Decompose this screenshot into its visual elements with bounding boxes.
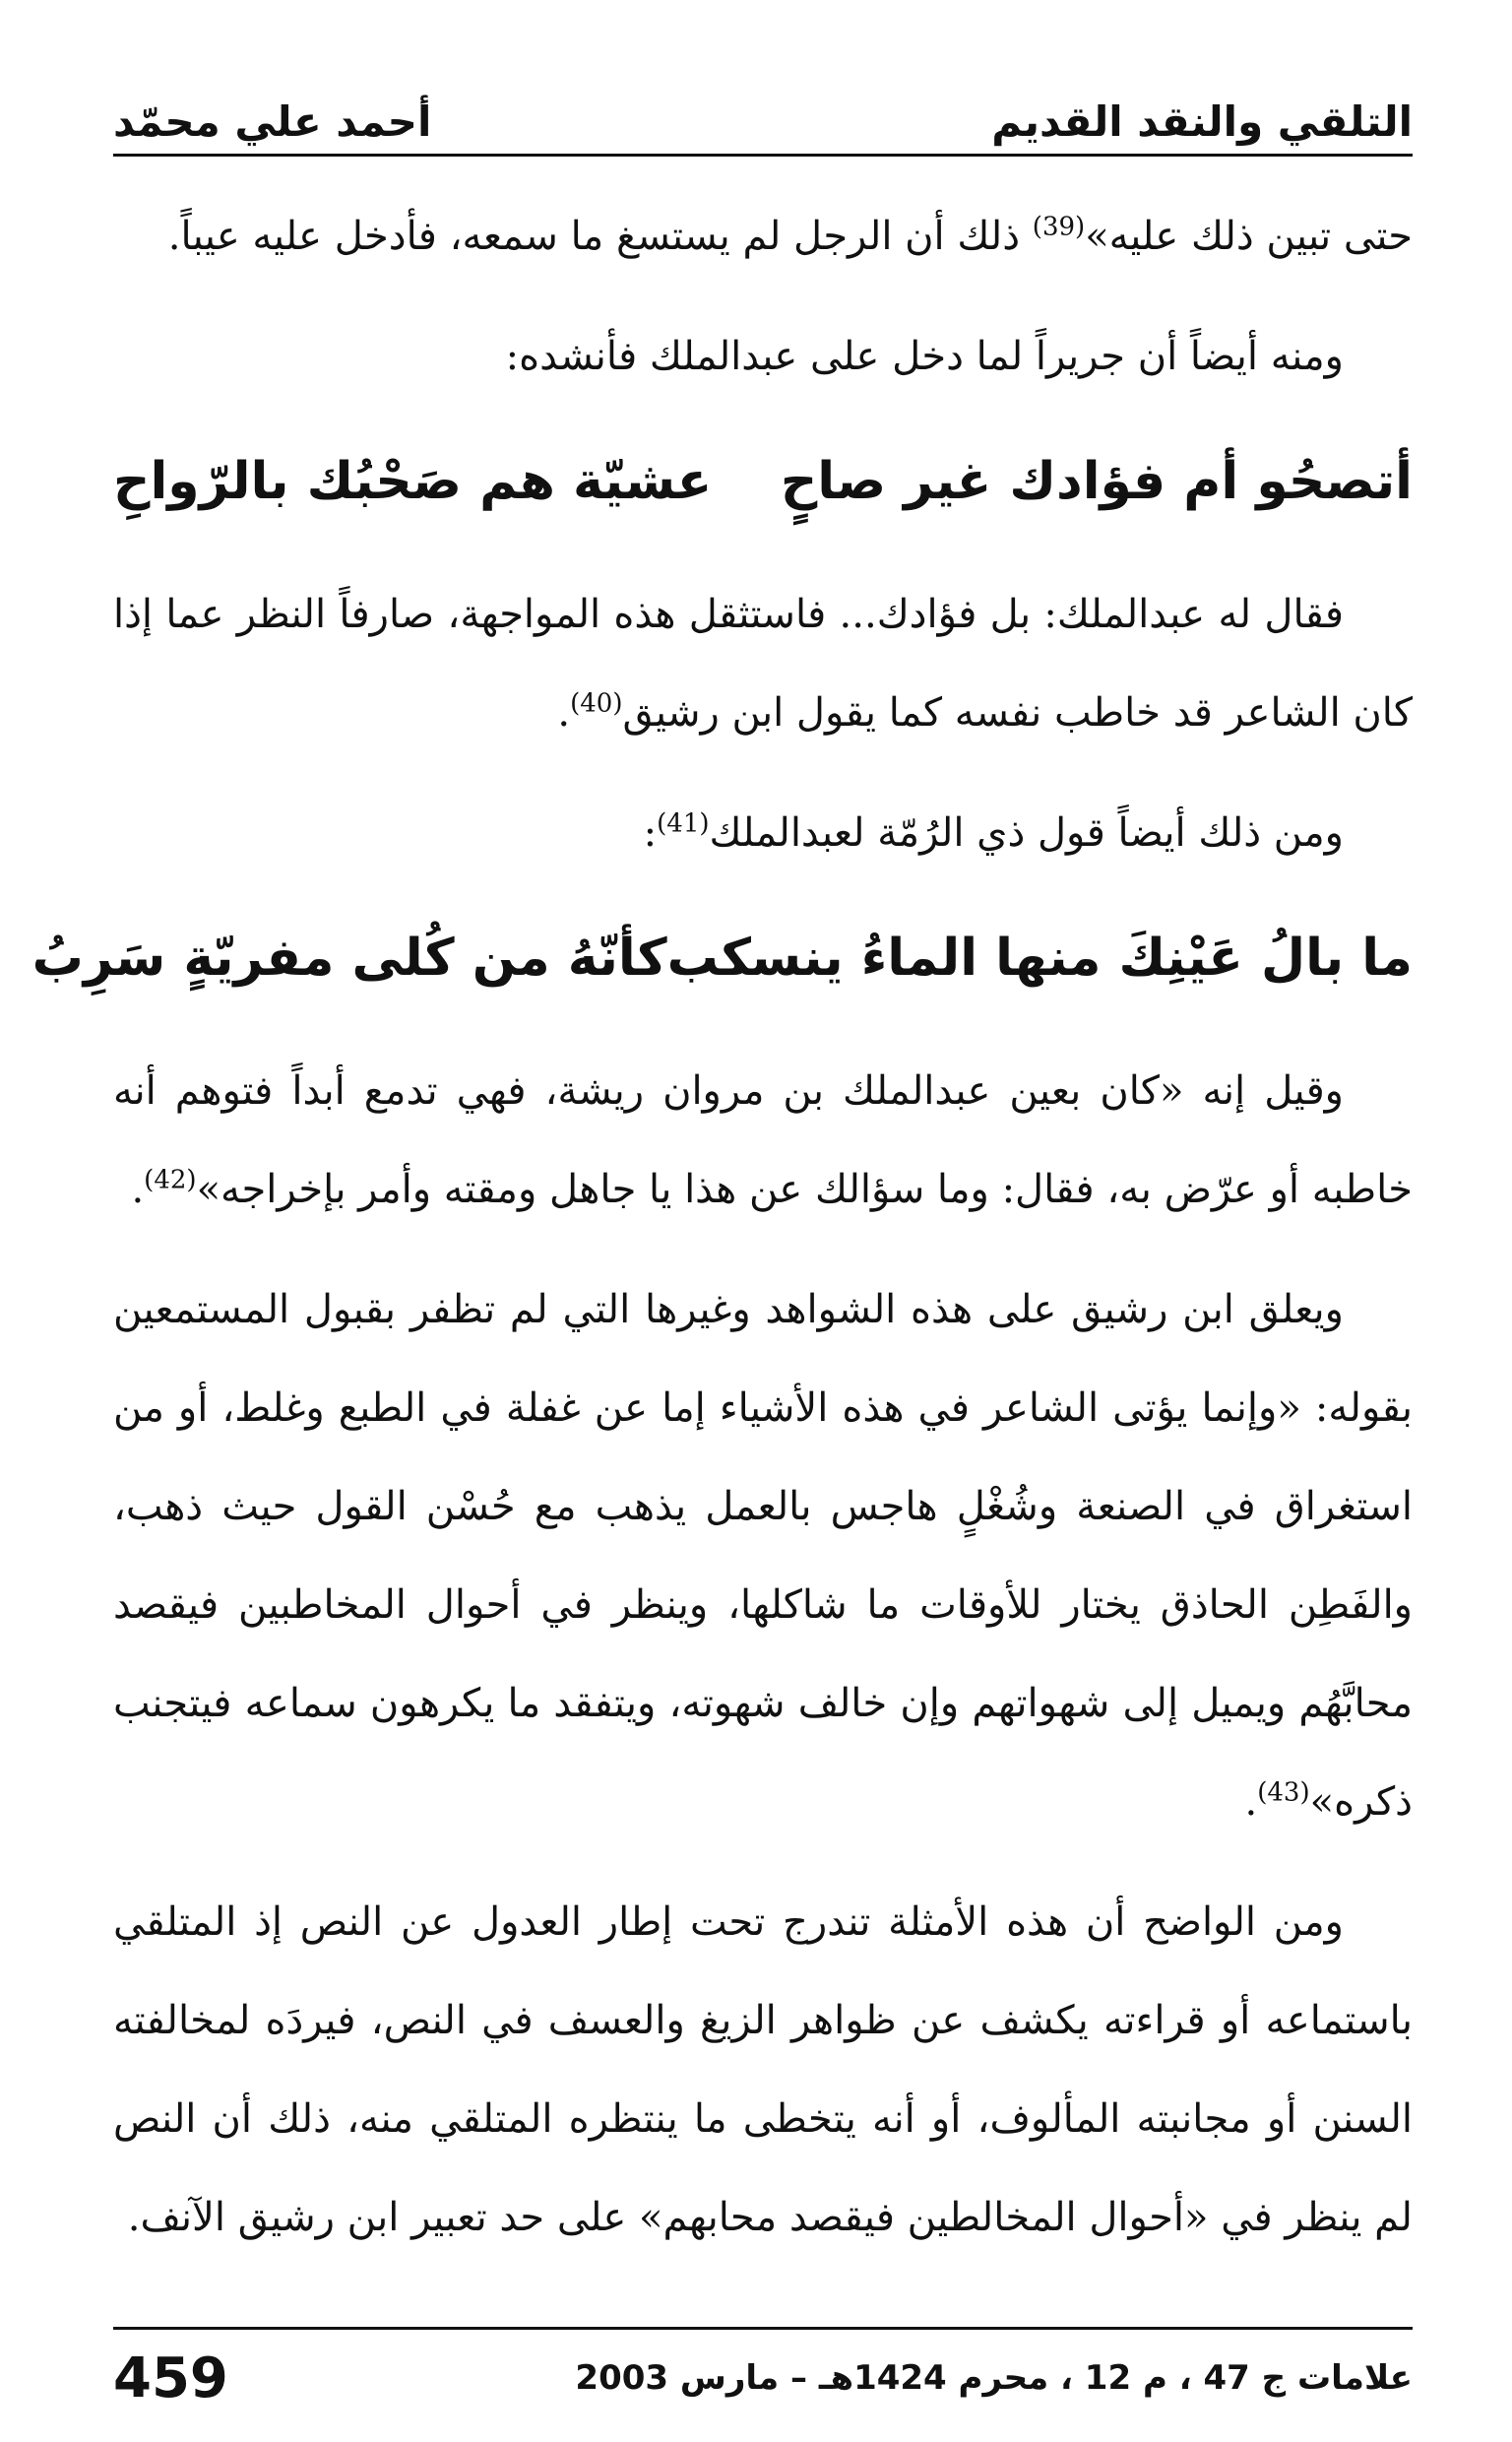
footer-divider	[113, 2327, 1413, 2330]
journal-citation: علامات ج 47 ، م 12 ، محرم 1424هـ – مارس 2003	[575, 2358, 1413, 2398]
header-divider	[113, 154, 1413, 157]
paragraph-3: فقال له عبدالملك: بل فؤادك... فاستثقل هذه المواجهة، صارفاً النظر عما إذا كان الشاعر قد خاطب نفسه كما يقول ابن رشيق$^{(40)}$.	[113, 592, 1413, 736]
paragraph-5: وقيل إنه «كان بعين عبدالملك بن مروان ريشة، فهي تدمع أبداً فتوهم أنه خاطبه أو عرّض به، فقال: وما سؤالك عن هذا يا جاهل ومقته وأمر بإخراجه»$^{(42)}$.	[113, 1068, 1413, 1212]
author-name: أحمد علي محمّد	[113, 96, 432, 146]
paragraph-6: ويعلق ابن رشيق على هذه الشواهد وغيرها التي لم تظفر بقبول المستمعين بقوله: «وإنما يؤتى الشاعر في هذه الأشياء إما عن غفلة في الطبع وغلط، أو من استغراق في الصنعة وشُغْلٍ هاجس بالعمل يذهب مع حُسْن القول حيث ذهب، والفَطِن الحاذق يختار للأوقات ما شاكلها، وينظر في أحوال المخاطبين فيقصد محابَّهُم ويميل إلى شهواتهم وإن خالف شهوته، ويتفقد ما يكرهون سماعه فيتجنب ذكره»$^{(43)}$.	[113, 1287, 1413, 1825]
page-number: 459	[113, 2346, 228, 2410]
paragraph-4: ومن ذلك أيضاً قول ذي الرُمّة لعبدالملك$^{(41)}$:	[643, 808, 1344, 856]
paragraph-7: ومن الواضح أن هذه الأمثلة تندرج تحت إطار العدول عن النص إذ المتلقي باستماعه أو قراءته يكشف عن ظواهر الزيغ والعسف في النص، فيردَه لمخالفته السنن أو مجانبته المألوف، أو أنه يتخطى ما ينتظره المتلقي منه، ذلك أن النص لم ينظر في «أحوال المخالطين فيقصد محابهم» على حد تعبير ابن رشيق الآنف.	[113, 1899, 1413, 2240]
verse-2	[32, 904, 1413, 1012]
main-text	[32, 187, 1413, 2288]
verse-2-first-hemistich: ما بالُ عَيْنِكَ منها الماءُ ينسكب	[666, 929, 1413, 988]
verse-1	[113, 427, 1413, 536]
footnote-ref-39: (39)	[1032, 212, 1086, 242]
running-footer	[113, 2344, 1413, 2412]
book-title: التلقي والنقد القديم	[991, 96, 1413, 146]
footnote-ref-42: (42)	[144, 1165, 197, 1195]
footnote-ref-40: (40)	[570, 688, 623, 719]
verse-2-second-hemistich: كأنّهُ من كُلى مفريّةٍ سَرِبُ	[32, 929, 667, 988]
paragraph-1: حتى تبين ذلك عليه»$^{(39)}$ ذلك أن الرجل لم يستسغ ما سمعه، فأدخل عليه عيباً.	[167, 212, 1413, 259]
verse-1-second-hemistich: عشيّة هم صَحْبُك بالرّواحِ	[113, 452, 713, 511]
document-page	[32, 59, 1413, 2410]
footnote-ref-41: (41)	[657, 808, 710, 839]
paragraph-2: ومنه أيضاً أن جريراً لما دخل على عبدالملك فأنشده:	[505, 334, 1344, 379]
verse-1-first-hemistich: أتصحُو أم فؤادك غير صاحٍ	[780, 452, 1413, 511]
running-header	[113, 87, 1413, 156]
footnote-ref-43: (43)	[1257, 1777, 1310, 1808]
